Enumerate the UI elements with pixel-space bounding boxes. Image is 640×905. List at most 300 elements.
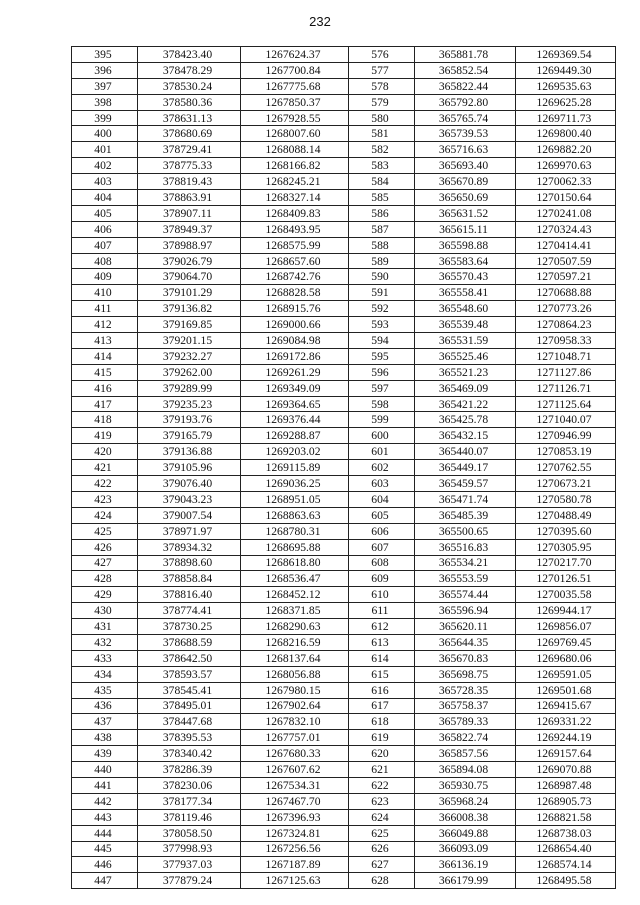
x-coordinate-cell: 377937.03 bbox=[138, 857, 241, 873]
table-row bbox=[72, 682, 616, 698]
point-number-cell: 412 bbox=[72, 317, 138, 333]
point-number-cell: 588 bbox=[349, 237, 415, 253]
point-number-cell: 594 bbox=[349, 333, 415, 349]
y-coordinate-cell: 1269769.45 bbox=[516, 634, 616, 650]
point-number-cell: 621 bbox=[349, 762, 415, 778]
y-coordinate-cell: 1270305.95 bbox=[516, 539, 616, 555]
y-coordinate-cell: 1270126.51 bbox=[516, 571, 616, 587]
y-coordinate-cell: 1270241.08 bbox=[516, 205, 616, 221]
y-coordinate-cell: 1270946.99 bbox=[516, 428, 616, 444]
x-coordinate-cell: 365758.37 bbox=[415, 698, 516, 714]
x-coordinate-cell: 379136.88 bbox=[138, 444, 241, 460]
y-coordinate-cell: 1268905.73 bbox=[516, 793, 616, 809]
x-coordinate-cell: 365852.54 bbox=[415, 62, 516, 78]
table-row bbox=[72, 47, 616, 63]
point-number-cell: 604 bbox=[349, 491, 415, 507]
x-coordinate-cell: 365459.57 bbox=[415, 476, 516, 492]
x-coordinate-cell: 378858.84 bbox=[138, 571, 241, 587]
x-coordinate-cell: 378775.33 bbox=[138, 158, 241, 174]
x-coordinate-cell: 378230.06 bbox=[138, 777, 241, 793]
y-coordinate-cell: 1268056.88 bbox=[241, 666, 349, 682]
point-number-cell: 610 bbox=[349, 587, 415, 603]
table-row bbox=[72, 301, 616, 317]
table-row bbox=[72, 491, 616, 507]
y-coordinate-cell: 1269711.73 bbox=[516, 110, 616, 126]
y-coordinate-cell: 1269970.63 bbox=[516, 158, 616, 174]
point-number-cell: 425 bbox=[72, 523, 138, 539]
point-number-cell: 628 bbox=[349, 873, 415, 889]
table-row bbox=[72, 539, 616, 555]
point-number-cell: 614 bbox=[349, 650, 415, 666]
y-coordinate-cell: 1269944.17 bbox=[516, 603, 616, 619]
x-coordinate-cell: 378774.41 bbox=[138, 603, 241, 619]
x-coordinate-cell: 377879.24 bbox=[138, 873, 241, 889]
x-coordinate-cell: 365765.74 bbox=[415, 110, 516, 126]
x-coordinate-cell: 377998.93 bbox=[138, 841, 241, 857]
y-coordinate-cell: 1270864.23 bbox=[516, 317, 616, 333]
x-coordinate-cell: 365539.48 bbox=[415, 317, 516, 333]
point-number-cell: 433 bbox=[72, 650, 138, 666]
table-row bbox=[72, 78, 616, 94]
y-coordinate-cell: 1271048.71 bbox=[516, 348, 616, 364]
y-coordinate-cell: 1268088.14 bbox=[241, 142, 349, 158]
point-number-cell: 401 bbox=[72, 142, 138, 158]
x-coordinate-cell: 365789.33 bbox=[415, 714, 516, 730]
table-row bbox=[72, 523, 616, 539]
table-row bbox=[72, 380, 616, 396]
x-coordinate-cell: 378680.69 bbox=[138, 126, 241, 142]
point-number-cell: 405 bbox=[72, 205, 138, 221]
table-row bbox=[72, 793, 616, 809]
coordinates-table-body bbox=[72, 47, 616, 889]
x-coordinate-cell: 379136.82 bbox=[138, 301, 241, 317]
point-number-cell: 427 bbox=[72, 555, 138, 571]
x-coordinate-cell: 379262.00 bbox=[138, 364, 241, 380]
x-coordinate-cell: 365432.15 bbox=[415, 428, 516, 444]
x-coordinate-cell: 378580.36 bbox=[138, 94, 241, 110]
table-row bbox=[72, 158, 616, 174]
y-coordinate-cell: 1270688.88 bbox=[516, 285, 616, 301]
y-coordinate-cell: 1267775.68 bbox=[241, 78, 349, 94]
x-coordinate-cell: 365421.22 bbox=[415, 396, 516, 412]
x-coordinate-cell: 365670.83 bbox=[415, 650, 516, 666]
y-coordinate-cell: 1271127.86 bbox=[516, 364, 616, 380]
y-coordinate-cell: 1269115.89 bbox=[241, 460, 349, 476]
x-coordinate-cell: 365425.78 bbox=[415, 412, 516, 428]
point-number-cell: 409 bbox=[72, 269, 138, 285]
point-number-cell: 611 bbox=[349, 603, 415, 619]
table-row bbox=[72, 841, 616, 857]
x-coordinate-cell: 365792.80 bbox=[415, 94, 516, 110]
y-coordinate-cell: 1267607.62 bbox=[241, 762, 349, 778]
x-coordinate-cell: 365596.94 bbox=[415, 603, 516, 619]
y-coordinate-cell: 1267757.01 bbox=[241, 730, 349, 746]
table-row bbox=[72, 253, 616, 269]
y-coordinate-cell: 1269203.02 bbox=[241, 444, 349, 460]
point-number-cell: 441 bbox=[72, 777, 138, 793]
y-coordinate-cell: 1269036.25 bbox=[241, 476, 349, 492]
y-coordinate-cell: 1269625.28 bbox=[516, 94, 616, 110]
point-number-cell: 587 bbox=[349, 221, 415, 237]
x-coordinate-cell: 378340.42 bbox=[138, 746, 241, 762]
table-row bbox=[72, 857, 616, 873]
x-coordinate-cell: 378988.97 bbox=[138, 237, 241, 253]
x-coordinate-cell: 378286.39 bbox=[138, 762, 241, 778]
table-row bbox=[72, 62, 616, 78]
point-number-cell: 404 bbox=[72, 190, 138, 206]
x-coordinate-cell: 365485.39 bbox=[415, 507, 516, 523]
y-coordinate-cell: 1267187.89 bbox=[241, 857, 349, 873]
y-coordinate-cell: 1270062.33 bbox=[516, 174, 616, 190]
y-coordinate-cell: 1269261.29 bbox=[241, 364, 349, 380]
point-number-cell: 599 bbox=[349, 412, 415, 428]
table-row bbox=[72, 333, 616, 349]
table-row bbox=[72, 587, 616, 603]
x-coordinate-cell: 366093.09 bbox=[415, 841, 516, 857]
point-number-cell: 407 bbox=[72, 237, 138, 253]
y-coordinate-cell: 1268863.63 bbox=[241, 507, 349, 523]
point-number-cell: 396 bbox=[72, 62, 138, 78]
x-coordinate-cell: 379101.29 bbox=[138, 285, 241, 301]
table-row bbox=[72, 603, 616, 619]
point-number-cell: 596 bbox=[349, 364, 415, 380]
point-number-cell: 419 bbox=[72, 428, 138, 444]
y-coordinate-cell: 1269856.07 bbox=[516, 619, 616, 635]
point-number-cell: 603 bbox=[349, 476, 415, 492]
table-row bbox=[72, 110, 616, 126]
point-number-cell: 607 bbox=[349, 539, 415, 555]
y-coordinate-cell: 1268695.88 bbox=[241, 539, 349, 555]
y-coordinate-cell: 1268821.58 bbox=[516, 809, 616, 825]
x-coordinate-cell: 365644.35 bbox=[415, 634, 516, 650]
x-coordinate-cell: 366008.38 bbox=[415, 809, 516, 825]
point-number-cell: 414 bbox=[72, 348, 138, 364]
table-row bbox=[72, 221, 616, 237]
point-number-cell: 623 bbox=[349, 793, 415, 809]
table-row bbox=[72, 428, 616, 444]
y-coordinate-cell: 1269084.98 bbox=[241, 333, 349, 349]
x-coordinate-cell: 378642.50 bbox=[138, 650, 241, 666]
point-number-cell: 608 bbox=[349, 555, 415, 571]
point-number-cell: 601 bbox=[349, 444, 415, 460]
table-row bbox=[72, 317, 616, 333]
point-number-cell: 406 bbox=[72, 221, 138, 237]
y-coordinate-cell: 1270597.21 bbox=[516, 269, 616, 285]
page-number: 232 bbox=[309, 14, 331, 29]
x-coordinate-cell: 365739.53 bbox=[415, 126, 516, 142]
y-coordinate-cell: 1267396.93 bbox=[241, 809, 349, 825]
table-row bbox=[72, 364, 616, 380]
y-coordinate-cell: 1268371.85 bbox=[241, 603, 349, 619]
point-number-cell: 595 bbox=[349, 348, 415, 364]
x-coordinate-cell: 378593.57 bbox=[138, 666, 241, 682]
point-number-cell: 626 bbox=[349, 841, 415, 857]
x-coordinate-cell: 365548.60 bbox=[415, 301, 516, 317]
y-coordinate-cell: 1268828.58 bbox=[241, 285, 349, 301]
point-number-cell: 580 bbox=[349, 110, 415, 126]
y-coordinate-cell: 1269415.67 bbox=[516, 698, 616, 714]
x-coordinate-cell: 365650.69 bbox=[415, 190, 516, 206]
point-number-cell: 592 bbox=[349, 301, 415, 317]
x-coordinate-cell: 378863.91 bbox=[138, 190, 241, 206]
y-coordinate-cell: 1268742.76 bbox=[241, 269, 349, 285]
point-number-cell: 436 bbox=[72, 698, 138, 714]
x-coordinate-cell: 365525.46 bbox=[415, 348, 516, 364]
x-coordinate-cell: 378395.53 bbox=[138, 730, 241, 746]
point-number-cell: 618 bbox=[349, 714, 415, 730]
y-coordinate-cell: 1268618.80 bbox=[241, 555, 349, 571]
x-coordinate-cell: 378545.41 bbox=[138, 682, 241, 698]
point-number-cell: 403 bbox=[72, 174, 138, 190]
point-number-cell: 411 bbox=[72, 301, 138, 317]
point-number-cell: 590 bbox=[349, 269, 415, 285]
point-number-cell: 589 bbox=[349, 253, 415, 269]
point-number-cell: 421 bbox=[72, 460, 138, 476]
y-coordinate-cell: 1268166.82 bbox=[241, 158, 349, 174]
point-number-cell: 438 bbox=[72, 730, 138, 746]
point-number-cell: 443 bbox=[72, 809, 138, 825]
y-coordinate-cell: 1268536.47 bbox=[241, 571, 349, 587]
point-number-cell: 420 bbox=[72, 444, 138, 460]
y-coordinate-cell: 1269535.63 bbox=[516, 78, 616, 94]
x-coordinate-cell: 365698.75 bbox=[415, 666, 516, 682]
y-coordinate-cell: 1269349.09 bbox=[241, 380, 349, 396]
table-row bbox=[72, 460, 616, 476]
y-coordinate-cell: 1269364.65 bbox=[241, 396, 349, 412]
point-number-cell: 408 bbox=[72, 253, 138, 269]
x-coordinate-cell: 378058.50 bbox=[138, 825, 241, 841]
x-coordinate-cell: 365857.56 bbox=[415, 746, 516, 762]
table-row bbox=[72, 730, 616, 746]
table-row bbox=[72, 444, 616, 460]
x-coordinate-cell: 365968.24 bbox=[415, 793, 516, 809]
y-coordinate-cell: 1270217.70 bbox=[516, 555, 616, 571]
point-number-cell: 584 bbox=[349, 174, 415, 190]
x-coordinate-cell: 365521.23 bbox=[415, 364, 516, 380]
point-number-cell: 578 bbox=[349, 78, 415, 94]
y-coordinate-cell: 1269501.68 bbox=[516, 682, 616, 698]
point-number-cell: 615 bbox=[349, 666, 415, 682]
y-coordinate-cell: 1269449.30 bbox=[516, 62, 616, 78]
table-row bbox=[72, 174, 616, 190]
table-row bbox=[72, 571, 616, 587]
table-row bbox=[72, 507, 616, 523]
y-coordinate-cell: 1269331.22 bbox=[516, 714, 616, 730]
table-row bbox=[72, 619, 616, 635]
y-coordinate-cell: 1269244.19 bbox=[516, 730, 616, 746]
x-coordinate-cell: 378495.01 bbox=[138, 698, 241, 714]
table-row bbox=[72, 714, 616, 730]
table-row bbox=[72, 634, 616, 650]
point-number-cell: 435 bbox=[72, 682, 138, 698]
point-number-cell: 577 bbox=[349, 62, 415, 78]
point-number-cell: 585 bbox=[349, 190, 415, 206]
x-coordinate-cell: 378907.11 bbox=[138, 205, 241, 221]
y-coordinate-cell: 1267850.37 bbox=[241, 94, 349, 110]
y-coordinate-cell: 1269369.54 bbox=[516, 47, 616, 63]
point-number-cell: 609 bbox=[349, 571, 415, 587]
point-number-cell: 434 bbox=[72, 666, 138, 682]
x-coordinate-cell: 378631.13 bbox=[138, 110, 241, 126]
x-coordinate-cell: 379232.27 bbox=[138, 348, 241, 364]
point-number-cell: 413 bbox=[72, 333, 138, 349]
x-coordinate-cell: 378819.43 bbox=[138, 174, 241, 190]
point-number-cell: 399 bbox=[72, 110, 138, 126]
y-coordinate-cell: 1270035.58 bbox=[516, 587, 616, 603]
y-coordinate-cell: 1268290.63 bbox=[241, 619, 349, 635]
x-coordinate-cell: 378478.29 bbox=[138, 62, 241, 78]
x-coordinate-cell: 378119.46 bbox=[138, 809, 241, 825]
y-coordinate-cell: 1270762.55 bbox=[516, 460, 616, 476]
y-coordinate-cell: 1270324.43 bbox=[516, 221, 616, 237]
point-number-cell: 582 bbox=[349, 142, 415, 158]
y-coordinate-cell: 1268409.83 bbox=[241, 205, 349, 221]
y-coordinate-cell: 1270395.60 bbox=[516, 523, 616, 539]
y-coordinate-cell: 1268007.60 bbox=[241, 126, 349, 142]
point-number-cell: 429 bbox=[72, 587, 138, 603]
y-coordinate-cell: 1268452.12 bbox=[241, 587, 349, 603]
y-coordinate-cell: 1269882.20 bbox=[516, 142, 616, 158]
x-coordinate-cell: 365693.40 bbox=[415, 158, 516, 174]
point-number-cell: 417 bbox=[72, 396, 138, 412]
point-number-cell: 430 bbox=[72, 603, 138, 619]
x-coordinate-cell: 365822.74 bbox=[415, 730, 516, 746]
point-number-cell: 627 bbox=[349, 857, 415, 873]
y-coordinate-cell: 1270580.78 bbox=[516, 491, 616, 507]
x-coordinate-cell: 365583.64 bbox=[415, 253, 516, 269]
x-coordinate-cell: 365440.07 bbox=[415, 444, 516, 460]
x-coordinate-cell: 379105.96 bbox=[138, 460, 241, 476]
y-coordinate-cell: 1267324.81 bbox=[241, 825, 349, 841]
y-coordinate-cell: 1269070.88 bbox=[516, 762, 616, 778]
point-number-cell: 431 bbox=[72, 619, 138, 635]
y-coordinate-cell: 1268327.14 bbox=[241, 190, 349, 206]
point-number-cell: 428 bbox=[72, 571, 138, 587]
table-row bbox=[72, 666, 616, 682]
point-number-cell: 444 bbox=[72, 825, 138, 841]
y-coordinate-cell: 1270150.64 bbox=[516, 190, 616, 206]
x-coordinate-cell: 365615.11 bbox=[415, 221, 516, 237]
point-number-cell: 616 bbox=[349, 682, 415, 698]
table-row bbox=[72, 205, 616, 221]
y-coordinate-cell: 1268574.14 bbox=[516, 857, 616, 873]
y-coordinate-cell: 1269376.44 bbox=[241, 412, 349, 428]
y-coordinate-cell: 1268987.48 bbox=[516, 777, 616, 793]
y-coordinate-cell: 1267902.64 bbox=[241, 698, 349, 714]
table-row bbox=[72, 698, 616, 714]
x-coordinate-cell: 365822.44 bbox=[415, 78, 516, 94]
table-row bbox=[72, 809, 616, 825]
y-coordinate-cell: 1270488.49 bbox=[516, 507, 616, 523]
x-coordinate-cell: 365516.83 bbox=[415, 539, 516, 555]
x-coordinate-cell: 365930.75 bbox=[415, 777, 516, 793]
x-coordinate-cell: 379193.76 bbox=[138, 412, 241, 428]
x-coordinate-cell: 365631.52 bbox=[415, 205, 516, 221]
x-coordinate-cell: 365558.41 bbox=[415, 285, 516, 301]
y-coordinate-cell: 1271125.64 bbox=[516, 396, 616, 412]
x-coordinate-cell: 378898.60 bbox=[138, 555, 241, 571]
point-number-cell: 602 bbox=[349, 460, 415, 476]
y-coordinate-cell: 1267467.70 bbox=[241, 793, 349, 809]
table-row bbox=[72, 762, 616, 778]
point-number-cell: 424 bbox=[72, 507, 138, 523]
point-number-cell: 426 bbox=[72, 539, 138, 555]
point-number-cell: 605 bbox=[349, 507, 415, 523]
y-coordinate-cell: 1268493.95 bbox=[241, 221, 349, 237]
x-coordinate-cell: 365620.11 bbox=[415, 619, 516, 635]
point-number-cell: 600 bbox=[349, 428, 415, 444]
y-coordinate-cell: 1270773.26 bbox=[516, 301, 616, 317]
x-coordinate-cell: 379235.23 bbox=[138, 396, 241, 412]
x-coordinate-cell: 365881.78 bbox=[415, 47, 516, 63]
x-coordinate-cell: 378729.41 bbox=[138, 142, 241, 158]
x-coordinate-cell: 379169.85 bbox=[138, 317, 241, 333]
x-coordinate-cell: 379076.40 bbox=[138, 476, 241, 492]
x-coordinate-cell: 365670.89 bbox=[415, 174, 516, 190]
y-coordinate-cell: 1268137.64 bbox=[241, 650, 349, 666]
y-coordinate-cell: 1269680.06 bbox=[516, 650, 616, 666]
y-coordinate-cell: 1268951.05 bbox=[241, 491, 349, 507]
y-coordinate-cell: 1267832.10 bbox=[241, 714, 349, 730]
x-coordinate-cell: 365716.63 bbox=[415, 142, 516, 158]
coordinates-table bbox=[71, 46, 616, 889]
x-coordinate-cell: 366179.99 bbox=[415, 873, 516, 889]
y-coordinate-cell: 1267680.33 bbox=[241, 746, 349, 762]
table-row bbox=[72, 412, 616, 428]
x-coordinate-cell: 378934.32 bbox=[138, 539, 241, 555]
table-row bbox=[72, 94, 616, 110]
point-number-cell: 622 bbox=[349, 777, 415, 793]
y-coordinate-cell: 1267256.56 bbox=[241, 841, 349, 857]
point-number-cell: 591 bbox=[349, 285, 415, 301]
x-coordinate-cell: 379201.15 bbox=[138, 333, 241, 349]
point-number-cell: 597 bbox=[349, 380, 415, 396]
table-row bbox=[72, 285, 616, 301]
y-coordinate-cell: 1268654.40 bbox=[516, 841, 616, 857]
table-row bbox=[72, 476, 616, 492]
x-coordinate-cell: 365598.88 bbox=[415, 237, 516, 253]
x-coordinate-cell: 366049.88 bbox=[415, 825, 516, 841]
x-coordinate-cell: 378447.68 bbox=[138, 714, 241, 730]
point-number-cell: 445 bbox=[72, 841, 138, 857]
point-number-cell: 576 bbox=[349, 47, 415, 63]
y-coordinate-cell: 1269288.87 bbox=[241, 428, 349, 444]
point-number-cell: 410 bbox=[72, 285, 138, 301]
table-row bbox=[72, 777, 616, 793]
point-number-cell: 418 bbox=[72, 412, 138, 428]
y-coordinate-cell: 1271126.71 bbox=[516, 380, 616, 396]
point-number-cell: 437 bbox=[72, 714, 138, 730]
point-number-cell: 624 bbox=[349, 809, 415, 825]
point-number-cell: 617 bbox=[349, 698, 415, 714]
x-coordinate-cell: 378177.34 bbox=[138, 793, 241, 809]
x-coordinate-cell: 378971.97 bbox=[138, 523, 241, 539]
point-number-cell: 432 bbox=[72, 634, 138, 650]
point-number-cell: 625 bbox=[349, 825, 415, 841]
point-number-cell: 619 bbox=[349, 730, 415, 746]
x-coordinate-cell: 365553.59 bbox=[415, 571, 516, 587]
y-coordinate-cell: 1268216.59 bbox=[241, 634, 349, 650]
point-number-cell: 612 bbox=[349, 619, 415, 635]
x-coordinate-cell: 379007.54 bbox=[138, 507, 241, 523]
x-coordinate-cell: 379165.79 bbox=[138, 428, 241, 444]
point-number-cell: 447 bbox=[72, 873, 138, 889]
point-number-cell: 442 bbox=[72, 793, 138, 809]
point-number-cell: 422 bbox=[72, 476, 138, 492]
y-coordinate-cell: 1269800.40 bbox=[516, 126, 616, 142]
y-coordinate-cell: 1268575.99 bbox=[241, 237, 349, 253]
table-row bbox=[72, 190, 616, 206]
